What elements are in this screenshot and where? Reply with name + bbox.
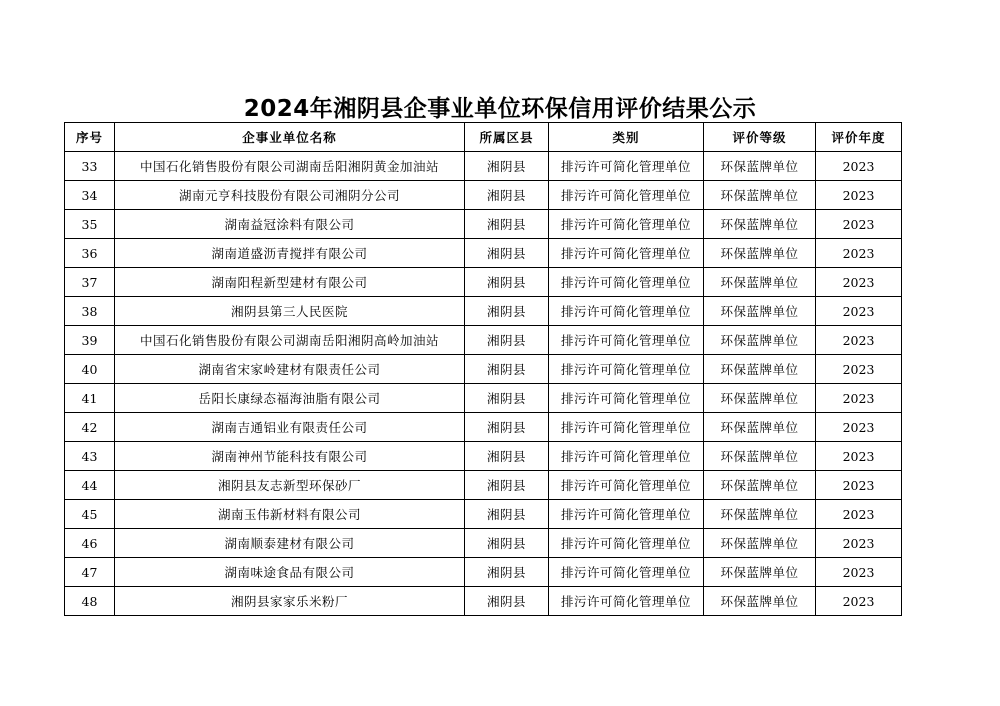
table-row (65, 297, 902, 326)
cell-no: 37 (65, 268, 115, 297)
col-header-name: 企事业单位名称 (115, 123, 465, 152)
cell-county: 湘阴县 (465, 181, 549, 210)
cell-county: 湘阴县 (465, 210, 549, 239)
table-row (65, 500, 902, 529)
cell-name: 湖南顺泰建材有限公司 (115, 529, 465, 558)
cell-category: 排污许可简化管理单位 (549, 268, 704, 297)
cell-no: 45 (65, 500, 115, 529)
results-table (64, 122, 902, 616)
cell-grade: 环保蓝牌单位 (704, 529, 816, 558)
cell-name: 中国石化销售股份有限公司湖南岳阳湘阴黄金加油站 (115, 152, 465, 181)
cell-category: 排污许可简化管理单位 (549, 558, 704, 587)
cell-category: 排污许可简化管理单位 (549, 181, 704, 210)
cell-name: 湖南吉通铝业有限责任公司 (115, 413, 465, 442)
cell-grade: 环保蓝牌单位 (704, 442, 816, 471)
cell-county: 湘阴县 (465, 239, 549, 268)
col-header-no: 序号 (65, 123, 115, 152)
cell-grade: 环保蓝牌单位 (704, 587, 816, 616)
cell-category: 排污许可简化管理单位 (549, 210, 704, 239)
cell-county: 湘阴县 (465, 471, 549, 500)
table-row (65, 587, 902, 616)
cell-year: 2023 (816, 384, 902, 413)
cell-year: 2023 (816, 239, 902, 268)
cell-grade: 环保蓝牌单位 (704, 355, 816, 384)
cell-grade: 环保蓝牌单位 (704, 210, 816, 239)
cell-no: 34 (65, 181, 115, 210)
table-row (65, 442, 902, 471)
cell-year: 2023 (816, 297, 902, 326)
table-row (65, 239, 902, 268)
cell-category: 排污许可简化管理单位 (549, 239, 704, 268)
cell-county: 湘阴县 (465, 355, 549, 384)
cell-no: 47 (65, 558, 115, 587)
cell-name: 中国石化销售股份有限公司湖南岳阳湘阴高岭加油站 (115, 326, 465, 355)
cell-no: 48 (65, 587, 115, 616)
cell-no: 44 (65, 471, 115, 500)
col-header-category: 类别 (549, 123, 704, 152)
table-header-row (65, 123, 902, 152)
cell-year: 2023 (816, 587, 902, 616)
cell-grade: 环保蓝牌单位 (704, 326, 816, 355)
cell-no: 39 (65, 326, 115, 355)
table-row (65, 558, 902, 587)
cell-no: 41 (65, 384, 115, 413)
table-body (65, 152, 902, 616)
cell-name: 湘阴县家家乐米粉厂 (115, 587, 465, 616)
cell-county: 湘阴县 (465, 326, 549, 355)
cell-grade: 环保蓝牌单位 (704, 181, 816, 210)
table-row (65, 326, 902, 355)
cell-county: 湘阴县 (465, 442, 549, 471)
cell-year: 2023 (816, 471, 902, 500)
cell-category: 排污许可简化管理单位 (549, 355, 704, 384)
cell-county: 湘阴县 (465, 268, 549, 297)
cell-grade: 环保蓝牌单位 (704, 297, 816, 326)
table-row (65, 268, 902, 297)
cell-grade: 环保蓝牌单位 (704, 558, 816, 587)
table-row (65, 471, 902, 500)
cell-county: 湘阴县 (465, 413, 549, 442)
table-row (65, 529, 902, 558)
cell-grade: 环保蓝牌单位 (704, 268, 816, 297)
table-row (65, 210, 902, 239)
cell-year: 2023 (816, 442, 902, 471)
cell-year: 2023 (816, 413, 902, 442)
cell-year: 2023 (816, 355, 902, 384)
cell-name: 湖南阳程新型建材有限公司 (115, 268, 465, 297)
cell-name: 湘阴县友志新型环保砂厂 (115, 471, 465, 500)
cell-category: 排污许可简化管理单位 (549, 500, 704, 529)
cell-year: 2023 (816, 558, 902, 587)
col-header-county: 所属区县 (465, 123, 549, 152)
cell-category: 排污许可简化管理单位 (549, 413, 704, 442)
cell-year: 2023 (816, 529, 902, 558)
cell-category: 排污许可简化管理单位 (549, 384, 704, 413)
cell-no: 38 (65, 297, 115, 326)
col-header-grade: 评价等级 (704, 123, 816, 152)
table-row (65, 384, 902, 413)
cell-county: 湘阴县 (465, 587, 549, 616)
cell-grade: 环保蓝牌单位 (704, 384, 816, 413)
cell-county: 湘阴县 (465, 297, 549, 326)
cell-category: 排污许可简化管理单位 (549, 152, 704, 181)
cell-year: 2023 (816, 326, 902, 355)
cell-name: 湖南益冠涂料有限公司 (115, 210, 465, 239)
cell-name: 湖南味途食品有限公司 (115, 558, 465, 587)
cell-name: 湖南道盛沥青搅拌有限公司 (115, 239, 465, 268)
cell-grade: 环保蓝牌单位 (704, 413, 816, 442)
cell-category: 排污许可简化管理单位 (549, 587, 704, 616)
cell-year: 2023 (816, 210, 902, 239)
cell-grade: 环保蓝牌单位 (704, 152, 816, 181)
cell-year: 2023 (816, 152, 902, 181)
cell-county: 湘阴县 (465, 529, 549, 558)
col-header-year: 评价年度 (816, 123, 902, 152)
cell-category: 排污许可简化管理单位 (549, 326, 704, 355)
cell-name: 湖南神州节能科技有限公司 (115, 442, 465, 471)
cell-category: 排污许可简化管理单位 (549, 297, 704, 326)
cell-grade: 环保蓝牌单位 (704, 239, 816, 268)
cell-name: 湘阴县第三人民医院 (115, 297, 465, 326)
cell-county: 湘阴县 (465, 558, 549, 587)
table-row (65, 413, 902, 442)
cell-no: 40 (65, 355, 115, 384)
cell-county: 湘阴县 (465, 384, 549, 413)
cell-no: 42 (65, 413, 115, 442)
cell-name: 湖南省宋家岭建材有限责任公司 (115, 355, 465, 384)
cell-category: 排污许可简化管理单位 (549, 529, 704, 558)
cell-year: 2023 (816, 181, 902, 210)
cell-category: 排污许可简化管理单位 (549, 442, 704, 471)
cell-category: 排污许可简化管理单位 (549, 471, 704, 500)
cell-county: 湘阴县 (465, 500, 549, 529)
cell-grade: 环保蓝牌单位 (704, 471, 816, 500)
cell-grade: 环保蓝牌单位 (704, 500, 816, 529)
cell-county: 湘阴县 (465, 152, 549, 181)
cell-name: 湖南玉伟新材料有限公司 (115, 500, 465, 529)
table-row (65, 355, 902, 384)
table-row (65, 181, 902, 210)
cell-no: 43 (65, 442, 115, 471)
cell-no: 35 (65, 210, 115, 239)
cell-no: 33 (65, 152, 115, 181)
table-row (65, 152, 902, 181)
cell-no: 46 (65, 529, 115, 558)
cell-no: 36 (65, 239, 115, 268)
cell-year: 2023 (816, 268, 902, 297)
cell-name: 湖南元亨科技股份有限公司湘阴分公司 (115, 181, 465, 210)
cell-name: 岳阳长康绿态福海油脂有限公司 (115, 384, 465, 413)
cell-year: 2023 (816, 500, 902, 529)
page-title: 2024年湘阴县企事业单位环保信用评价结果公示 (243, 96, 757, 122)
